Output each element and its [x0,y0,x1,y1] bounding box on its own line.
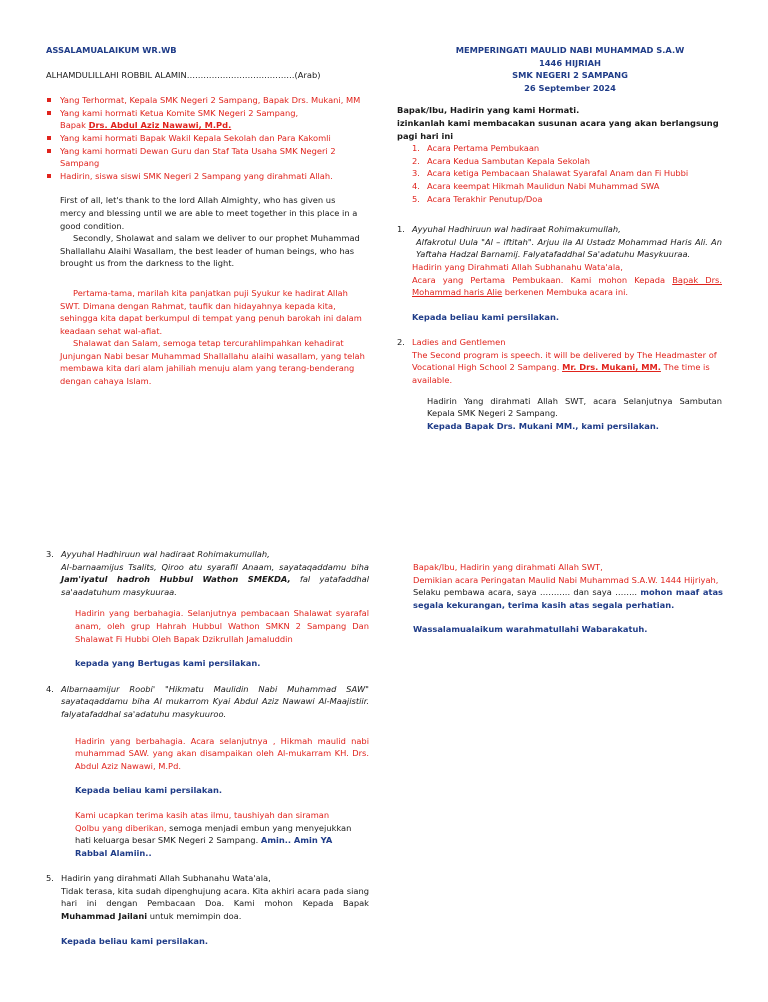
event-year: 1446 HIJRIAH [539,57,601,68]
agenda-item: 5. Acara Terakhir Penutup/Doa [412,193,543,204]
agenda-list [397,142,723,205]
program-4-arabic-text: Albarnaamijur Roobi' "Hikmatu Maulidin Nabi Muhammad SAW" sayataqaddamu biha Al mukarrom Kyai Abdul Aziz Nawawi Al-Maajistiir. falyatafaddhal sa'adatuhu masykuuroo. [61,683,369,719]
indonesian-paragraph-2: Shalawat dan Salam, semoga tetap tercurahlimpahkan kehadirat Junjungan Nabi besar Muhammad Shallallahu alaihi wasallam, yang telah membawa kita dari alam jahiliah menuju alam yang terang-benderang dengan cahaya Islam. [60,338,365,387]
agenda-item: 1. Acara Pertama Pembukaan [412,143,540,154]
opening-line: ALHAMDULILLAHI ROBBIL ALAMIN…………………………………(Arab) [46,69,321,80]
page1-right-column [397,44,723,432]
english-paragraph-2: Secondly, Sholawat and salam we deliver to our prophet Muhammad Shallallahu Alaihi Wasallam, the best leader of human beings, who has brought us from the darkness to the light. [60,233,360,269]
farewell: Wassalamualaikum warahmatullahi Wabarakatuh. [413,624,648,635]
respect-item: Yang kami hormati Ketua Komite SMK Negeri 2 Sampang, Bapak Drs. Abdul Aziz Nawawi, M.Pd. [46,107,372,132]
respect-item: Hadirin, siswa siswi SMK Negeri 2 Sampang yang dirahmati Allah. [46,170,372,183]
program-4-closing: Kepada beliau kami persilakan. [75,785,223,796]
respect-item: Yang kami hormati Bapak Wakil Kepala Sekolah dan Para Kakomli [46,132,372,145]
program-4: 4. Albarnaamijur Roobi' "Hikmatu Maulidin Nabi Muhammad SAW" sayataqaddamu biha Al mukarrom Kyai Abdul Aziz Nawawi Al-Maajistiir. falyatafaddhal sa'adatuhu masykuuroo. Hadirin yang berbahagia. Acara selanjutnya , Hikmah maulid nabi muhammad SAW. yang akan disampaikan oleh Al-mukarram KH. Drs. Abdul Aziz Nawawi, M.Pd. Kepada beliau kami persilakan. Kami ucapkan terima kasih atas ilmu, taushiyah dan siraman Qolbu yang diberikan, semoga menjadi embun yang menyejukkan hati keluarga besar SMK Negeri 2 Sampang. Amin.. Amin YA Rabbal Alamiin.. [46,683,369,858]
event-title: MEMPERINGATI MAULID NABI MUHAMMAD S.A.W [455,45,685,55]
page1-left-column [46,44,372,388]
page2-right-column [413,561,723,636]
program-3: 3. Ayyuhal Hadhiruun wal hadiraat Rohimakumullah, Al-barnaamijus Tsalits, Qiroo atu syarafil Anaam, sayataqaddamu biha Jam'iyatul hadroh Hubbul Wathon SMEKDA, fal yatafaddhal sa'aadatuhum masykuuraa. Hadirin yang berbahagia. Selanjutnya pembacaan Shalawat syarafal anam, oleh grup Hahrah Hubbul Wathon SMKN 2 Sampang Dan Shalawat Fi Hubbi Oleh Bapak Dzikrullah Jamaluddin kepada yang Bertugas kami persilakan. [46,549,369,669]
audience-address: Bapak/Ibu, Hadirin yang kami Hormati. [397,105,580,116]
agenda-item: 4. Acara keempat Hikmah Maulidun Nabi Muhammad SWA [412,180,660,191]
indonesian-paragraph-1: Pertama-tama, marilah kita panjatkan puji Syukur ke hadirat Allah SWT. Dimana dengan Rahmat, taufik dan hidayahnya kepada kita, sehingga kita dapat berkumpul di tempat yang penuh barokah ini dalam keadaan sehat wal-afiat. [60,287,362,336]
agenda-intro: izinkanlah kami membacakan susunan acara yang akan berlangsung pagi hari ini [397,117,719,141]
program-5: 5. Hadirin yang dirahmati Allah Subhanahu Wata'ala, Tidak terasa, kita sudah dipenghujung acara. Kita akhiri acara pada siang hari ini dengan Pembacaan Doa. Kami mohon Kepada Bapak Muhammad Jailani untuk memimpin doa. Kepada beliau kami persilakan. [46,873,369,946]
program-5-address: Hadirin yang dirahmati Allah Subhanahu Wata'ala, [61,873,271,884]
respect-item: Yang kami hormati Dewan Guru dan Staf Tata Usaha SMK Negeri 2 Sampang [46,145,372,170]
program-1-arabic-text: Alfakrotul Uula "Al – iftitah". Arjuu ila Al Ustadz Mohammad Haris Ali. An Yaftaha Hadzal Barnamij. Falyatafaddhal Sa'adatuhu Masykuuraa. [416,236,722,260]
program-5-announcement: Tidak terasa, kita sudah dipenghujung acara. Kita akhiri acara pada siang hari ini dengan Pembacaan Doa. Kami mohon Kepada Bapak Muhammad Jailani untuk memimpin doa. [61,885,369,922]
closing-summary: Demikian acara Peringatan Maulid Nabi Muhammad S.A.W. 1444 Hijriyah, [413,574,719,585]
event-header [397,44,723,94]
event-school: SMK NEGERI 2 SAMPANG [512,70,628,81]
english-paragraph-1: First of all, let's thank to the lord Allah Almighty, who has given us mercy and blessing until we are able to meet together in this place in a good condition. [60,195,358,231]
program-3-arabic-text: Al-barnaamijus Tsalits, Qiroo atu syarafil Anaam, sayataqaddamu biha Jam'iyatul hadroh Hubbul Wathon SMEKDA, fal yatafaddhal sa'aadatuhum masykuuraa. [61,561,369,597]
program-1-closing: Kepada beliau kami persilakan. [412,311,560,322]
program-3-closing: kepada yang Bertugas kami persilakan. [75,658,261,669]
closing-address: Bapak/Ibu, Hadirin yang dirahmati Allah SWT, [413,562,603,572]
program-2-english: The Second program is speech. it will be delivered by The Headmaster of Vocational High School 2 Sampang. Mr. Drs. Mukani, MM. The time is available. [412,349,717,386]
thanks-paragraph: Kami ucapkan terima kasih atas ilmu, taushiyah dan siraman Qolbu yang diberikan, semoga menjadi embun yang menyejukkan hati keluarga besar SMK Negeri 2 Sampang. Amin.. Amin YA Rabbal Alamiin.. [75,809,352,858]
event-date: 26 September 2024 [524,82,616,93]
respect-list [46,94,372,182]
greeting: ASSALAMUALAIKUM WR.WB [46,45,177,55]
program-2-closing: Kepada Bapak Drs. Mukani MM., kami persilakan. [427,420,659,431]
program-2-greeting: Ladies and Gentlemen [412,337,506,348]
program-1: 1. Ayyuhal Hadhiruun wal hadiraat Rohimakumullah, Alfakrotul Uula "Al – iftitah". Arjuu ila Al Ustadz Mohammad Haris Ali. An Yaftaha Hadzal Barnamij. Falyatafaddhal Sa'adatuhu Masykuuraa. Hadirin yang Dirahmati Allah Subhanahu Wata'ala, Acara yang Pertama Pembukaan. Kami mohon Kepada Bapak Drs. Mohammad haris Alie berkenen Membuka acara ini. Kepada beliau kami persilakan. [397,224,722,322]
program-3-arabic-intro: Ayyuhal Hadhiruun wal hadiraat Rohimakumullah, [61,549,270,559]
program-2-indonesian: Hadirin Yang dirahmati Allah SWT, acara Selanjutnya Sambutan Kepala SMK Negeri 2 Sampang. [427,395,722,419]
committee-head-name: Drs. Abdul Aziz Nawawi, M.Pd. [88,120,232,131]
program-1-announcement: Acara yang Pertama Pembukaan. Kami mohon Kepada Bapak Drs. Mohammad haris Alie berkenen Membuka acara ini. [412,274,722,298]
page2-left-column [46,548,372,947]
program-4-announcement: Hadirin yang berbahagia. Acara selanjutnya , Hikmah maulid nabi muhammad SAW. yang akan disampaikan oleh Al-mukarram KH. Drs. Abdul Aziz Nawawi, M.Pd. [75,735,369,771]
program-1-address: Hadirin yang Dirahmati Allah Subhanahu Wata'ala, [412,261,623,272]
agenda-item: 3. Acara ketiga Pembacaan Shalawat Syarafal Anam dan Fi Hubbi [412,168,689,179]
program-2: 2. Ladies and Gentlemen The Second program is speech. it will be delivered by The Headmaster of Vocational High School 2 Sampang. Mr. Drs. Mukani, MM. The time is available. Hadirin Yang dirahmati Allah SWT, acara Selanjutnya Sambutan Kepala SMK Negeri 2 Sampang. Kepada Bapak Drs. Mukani MM., kami persilakan. [397,337,722,431]
program-3-announcement: Hadirin yang berbahagia. Selanjutnya pembacaan Shalawat syarafal anam, oleh grup Hahrah Hubbul Wathon SMKN 2 Sampang Dan Shalawat Fi Hubbi Oleh Bapak Dzikrullah Jamaluddin [75,608,369,644]
program-1-arabic-intro: Ayyuhal Hadhiruun wal hadiraat Rohimakumullah, [412,224,621,235]
closing-apology: Selaku pembawa acara, saya ……….. dan saya …….. mohon maaf atas segala kekurangan, terima kasih atas segala perhatian. [413,587,723,610]
program-5-closing: Kepada beliau kami persilakan. [61,935,209,946]
respect-item: Yang Terhormat, Kepala SMK Negeri 2 Sampang, Bapak Drs. Mukani, MM [46,94,372,107]
agenda-item: 2. Acara Kedua Sambutan Kepala Sekolah [412,155,590,166]
